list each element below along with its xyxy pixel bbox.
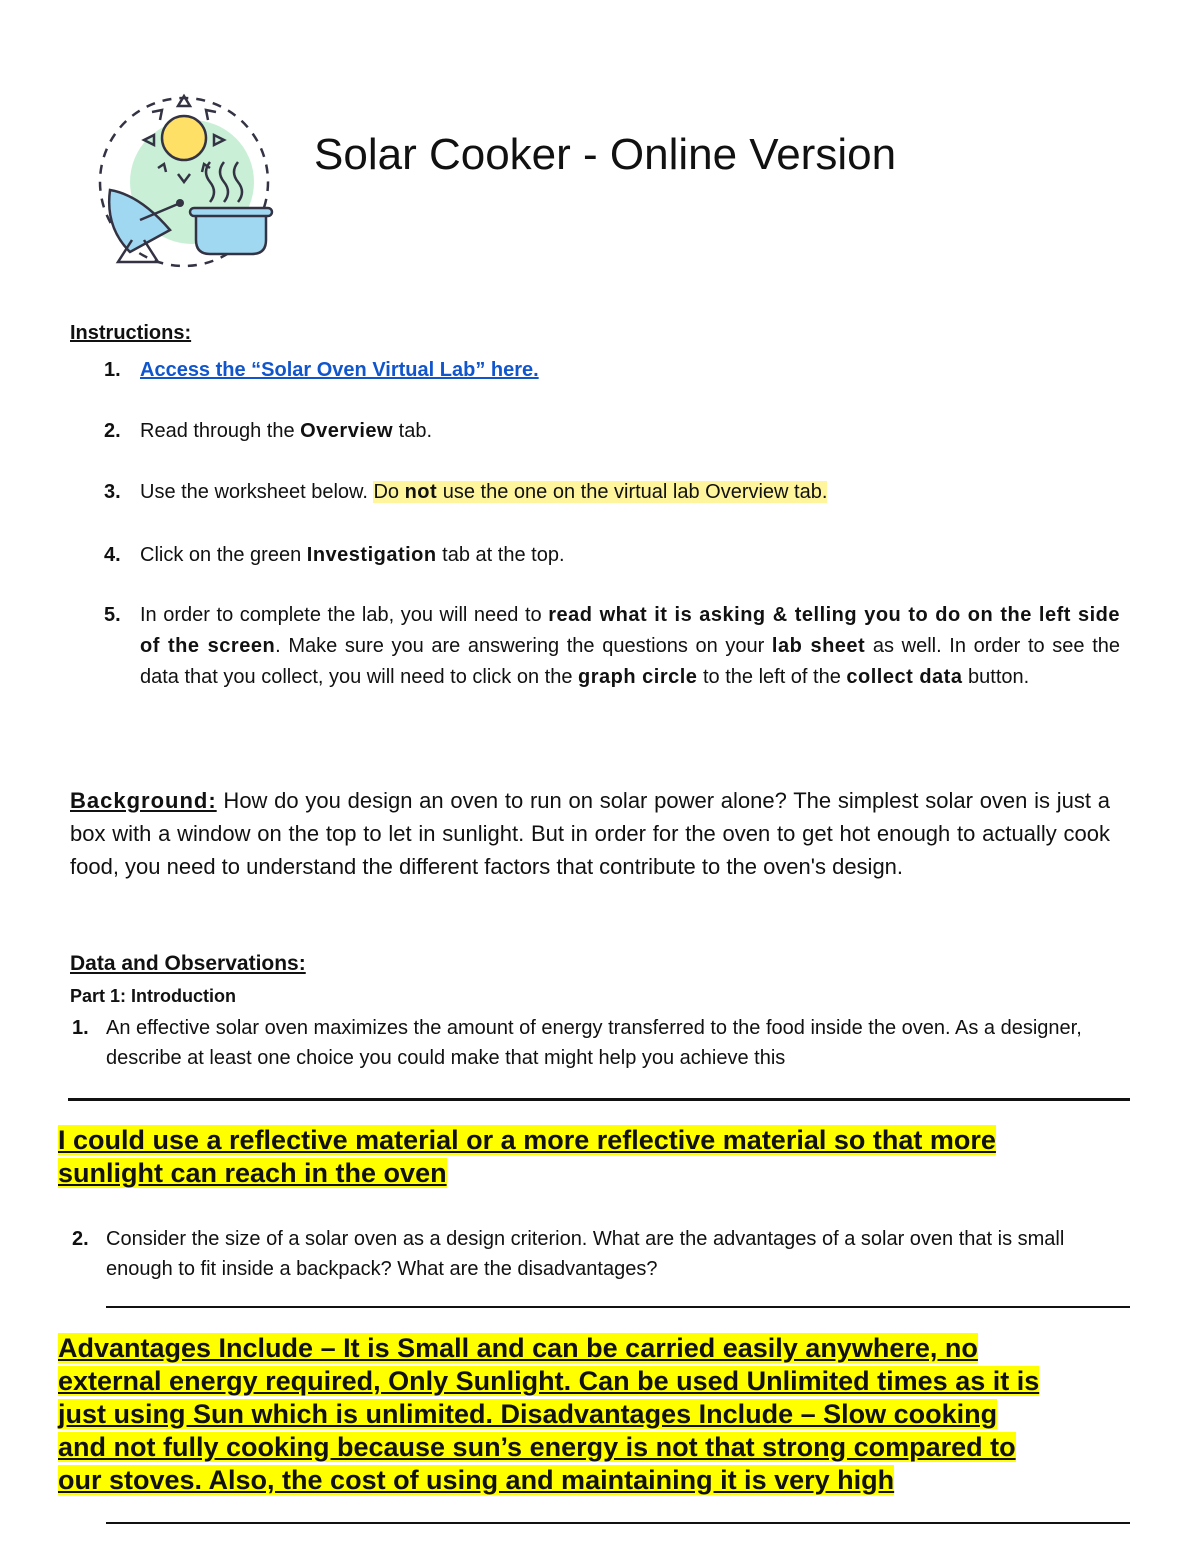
part1-heading: Part 1: Introduction (70, 986, 236, 1006)
instructions-heading: Instructions: (70, 322, 192, 344)
highlighted-note: Do not use the one on the virtual lab Overview tab. (373, 481, 828, 503)
answer-line (106, 1522, 1130, 1524)
answer-1: I could use a reflective material or a more reflective material so that more sunlight can reach in the oven (58, 1125, 996, 1188)
background-paragraph: Background: How do you design an oven to run on solar power alone? The simplest solar oven is just a box with a window on the top to let in sunlight. But in order for the oven to get hot enough to actually cook food, you need to understand the different factors that contribute to the oven's design. (70, 788, 1110, 879)
page-title: Solar Cooker - Online Version (314, 130, 897, 179)
solar-oven-lab-link[interactable]: Access the “Solar Oven Virtual Lab” here. (140, 359, 539, 381)
solar-cooker-icon (92, 90, 277, 275)
background-label: Background: (70, 788, 217, 813)
question-2: 2. Consider the size of a solar oven as a design criterion. What are the advantages of a solar oven that is small enough to fit inside a backpack? What are the disadvantages? (72, 1228, 1065, 1280)
answer-2: Advantages Include – It is Small and can be carried easily anywhere, no external energy required, Only Sunlight. Can be used Unlimited times as it is just using Sun which is unlimited. Disadvantages Include – Slow cooking and not fully cooking because sun’s energy is not that strong compared to our stoves. Also, the cost of using and maintaining it is very high (58, 1333, 1040, 1495)
data-heading: Data and Observations: (70, 952, 306, 975)
answer-line (68, 1098, 1130, 1101)
question-1: 1. An effective solar oven maximizes the amount of energy transferred to the food inside the oven. As a designer, describe at least one choice you could make that might help you achieve this (72, 1017, 1082, 1069)
answer-line (106, 1306, 1130, 1308)
